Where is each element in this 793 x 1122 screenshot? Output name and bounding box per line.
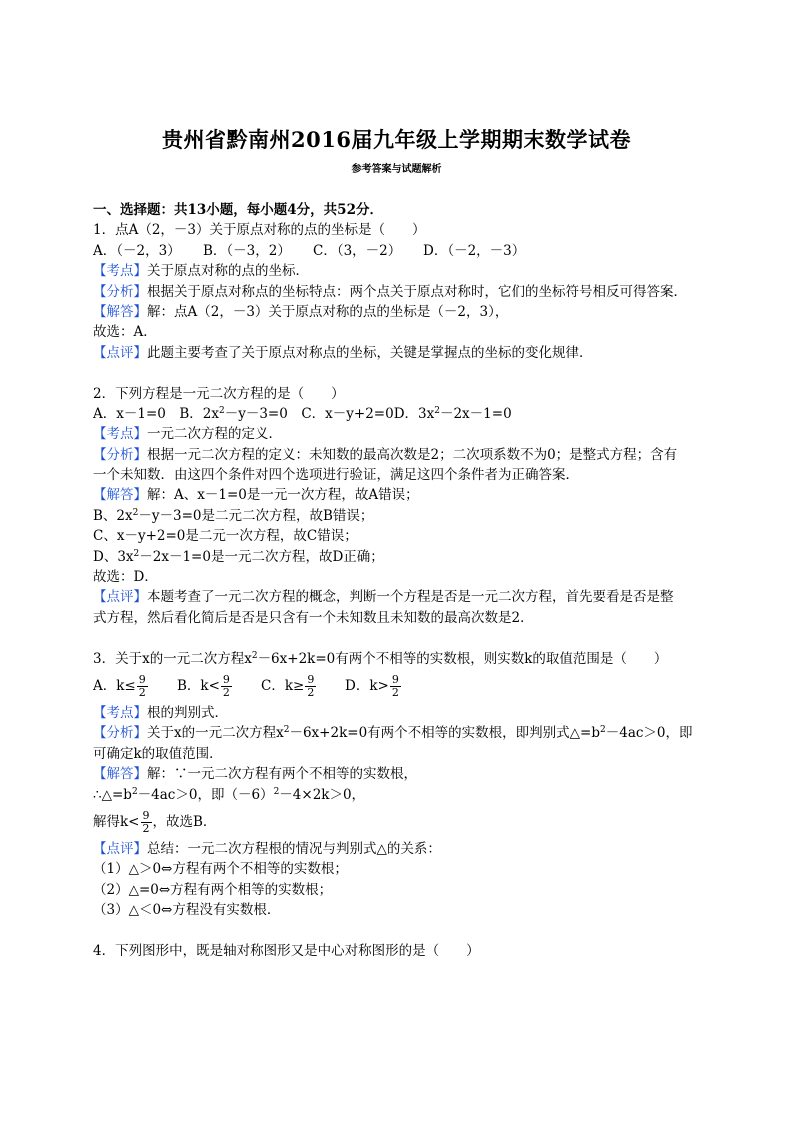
fraction-denominator: 2 bbox=[391, 685, 399, 699]
q3-jieda bbox=[93, 764, 703, 784]
q2-dianping bbox=[93, 587, 703, 607]
q1-option-d: D．（－2，－3） bbox=[423, 242, 526, 259]
q2-answer: 故选：D． bbox=[93, 569, 158, 586]
q2-line-d bbox=[93, 547, 703, 567]
q3-fenxi bbox=[93, 723, 703, 743]
kaodian-tag: 【考点】 bbox=[93, 263, 147, 280]
q2-options-part: －2x－1=0 bbox=[439, 405, 512, 422]
q3-option-label: C．k≥ bbox=[261, 677, 305, 694]
q1-jieda-text: 解：点A（2，－3）关于原点对称的点的坐标是（－2，3）， bbox=[147, 303, 509, 320]
q3-line3-part: ，故选B． bbox=[152, 813, 217, 830]
q2-dianping-cont: 式方程，然后看化简后是否是只含有一个未知数且未知数的最高次数是2． bbox=[93, 609, 534, 626]
q2-options-part: －y－3=0 C．x－y+2=0D．3x bbox=[224, 405, 435, 422]
q2-dianping-text: 本题考查了一元二次方程的概念，判断一个方程是否是一元二次方程，首先要看是否是整 bbox=[147, 589, 674, 606]
q3-jieda-text: 解：∵一元二次方程有两个不相等的实数根， bbox=[147, 766, 417, 783]
dianping-tag: 【点评】 bbox=[93, 589, 147, 606]
q3-option-a bbox=[93, 669, 177, 703]
fraction-denominator: 2 bbox=[142, 821, 150, 835]
fenxi-tag: 【分析】 bbox=[93, 446, 147, 463]
q3-dianping bbox=[93, 839, 703, 859]
q3-stem-part: －6x+2k=0有两个不相等的实数根，则实数k的取值范围是（ ） bbox=[257, 650, 668, 667]
q1-dianping bbox=[93, 343, 703, 363]
dianping-tag: 【点评】 bbox=[93, 840, 147, 857]
q2-options-sup: 2 bbox=[218, 405, 225, 416]
q2-stem: 2．下列方程是一元二次方程的是（ ） bbox=[93, 385, 345, 402]
q3-line2-part: －4×2k＞0， bbox=[279, 786, 366, 803]
q3-jieda-line2 bbox=[93, 785, 703, 805]
q2-line-b bbox=[93, 506, 703, 526]
q1-stem: 1．点A（2，－3）关于原点对称的点的坐标是（ ） bbox=[93, 222, 426, 239]
q1-jieda bbox=[93, 302, 703, 322]
fraction bbox=[390, 674, 401, 699]
q2-jieda bbox=[93, 485, 703, 505]
q3-line2-sup: 2 bbox=[131, 786, 138, 797]
q1-option-c: C．（3，－2） bbox=[313, 242, 402, 259]
section-heading: 一、选择题：共13小题，每小题4分，共52分． bbox=[93, 202, 383, 218]
q1-options bbox=[93, 241, 703, 261]
fenxi-tag: 【分析】 bbox=[93, 725, 147, 742]
q2-fenxi bbox=[93, 445, 703, 465]
jieda-tag: 【解答】 bbox=[93, 766, 147, 783]
q2-fenxi-cont: 一个未知数．由这四个条件对四个选项进行验证，满足这四个条件者为正确答案． bbox=[93, 467, 579, 484]
q2-jieda-text: 解：A、x－1=0是一元一次方程，故A错误； bbox=[147, 487, 419, 504]
fraction-denominator: 2 bbox=[138, 685, 146, 699]
q1-dianping-text: 此题主要考查了关于原点对称点的坐标，关键是掌握点的坐标的变化规律． bbox=[147, 344, 593, 361]
q2-line-d-part: －2x－1=0是一元二次方程，故D正确； bbox=[139, 548, 384, 565]
kaodian-tag: 【考点】 bbox=[93, 426, 147, 443]
q3-stem-part: 3．关于x的一元二次方程x bbox=[93, 650, 252, 667]
q2-line-c: C、x－y+2=0是二元一次方程，故C错误； bbox=[93, 528, 358, 545]
q3-jieda-line3 bbox=[93, 805, 703, 839]
q2-line-d-sup: 2 bbox=[133, 548, 140, 559]
q3-option-label: D．k> bbox=[345, 677, 389, 694]
q1-option-b: B．（－3，2） bbox=[203, 242, 291, 259]
dianping-tag: 【点评】 bbox=[93, 344, 147, 361]
q3-case-2: （2）△=0⇔方程有两个相等的实数根； bbox=[93, 881, 333, 898]
kaodian-tag: 【考点】 bbox=[93, 704, 147, 721]
q3-line2-sup: 2 bbox=[273, 786, 280, 797]
fraction bbox=[221, 674, 232, 699]
q3-line2-part: ∴△=b bbox=[93, 786, 132, 803]
q3-stem-sup: 2 bbox=[251, 650, 258, 661]
q3-fenxi-sup: 2 bbox=[600, 725, 606, 736]
fraction-numerator: 9 bbox=[142, 808, 150, 822]
jieda-tag: 【解答】 bbox=[93, 303, 147, 320]
q2-line-d-part: D、3x bbox=[93, 548, 134, 565]
fraction-numerator: 9 bbox=[222, 672, 230, 686]
page-subtitle: 参考答案与试题解析 bbox=[351, 164, 442, 175]
q3-fenxi-cont: 可确定k的取值范围． bbox=[93, 745, 223, 762]
fraction bbox=[305, 674, 316, 699]
fraction-numerator: 9 bbox=[138, 672, 146, 686]
q4-stem: 4．下列图形中，既是轴对称图形又是中心对称图形的是（ ） bbox=[93, 942, 480, 959]
q2-kaodian-text: 一元二次方程的定义． bbox=[147, 426, 282, 443]
q3-stem bbox=[93, 649, 703, 669]
q3-fenxi-sup: 2 bbox=[283, 725, 290, 736]
q2-kaodian bbox=[93, 424, 703, 444]
q1-fenxi-text: 根据关于原点对称点的坐标特点：两个点关于原点对称时，它们的坐标符号相反可得答案． bbox=[147, 283, 687, 300]
q3-option-label: B．k< bbox=[177, 677, 220, 694]
q3-kaodian bbox=[93, 703, 703, 723]
q3-case-1: （1）△＞0⇔方程有两个不相等的实数根； bbox=[93, 861, 348, 878]
q3-option-d bbox=[345, 669, 402, 703]
q2-line-b-sup: 2 bbox=[132, 507, 139, 518]
q3-line2-part: －4ac＞0，即（－6） bbox=[137, 786, 274, 803]
q1-kaodian bbox=[93, 261, 703, 281]
fraction bbox=[141, 810, 152, 835]
fraction bbox=[137, 674, 148, 699]
page-title: 贵州省黔南州2016届九年级上学期期末数学试卷 bbox=[162, 127, 631, 152]
document-body bbox=[93, 200, 703, 961]
q1-fenxi bbox=[93, 282, 703, 302]
fraction-denominator: 2 bbox=[307, 685, 315, 699]
q2-options-sup: 2 bbox=[434, 405, 440, 416]
q2-options-part: A．x－1=0 B．2x bbox=[93, 405, 219, 422]
q3-fenxi-part: 关于x的一元二次方程x bbox=[147, 725, 284, 742]
fenxi-tag: 【分析】 bbox=[93, 283, 147, 300]
q2-fenxi-text: 根据一元二次方程的定义：未知数的最高次数是2；二次项系数不为0；是整式方程；含有 bbox=[147, 446, 678, 463]
fraction-numerator: 9 bbox=[307, 672, 315, 686]
fraction-denominator: 2 bbox=[222, 685, 230, 699]
q3-option-label: A．k≤ bbox=[93, 677, 136, 694]
q1-kaodian-text: 关于原点对称的点的坐标． bbox=[147, 263, 309, 280]
q3-fenxi-part: －4ac＞0，即 bbox=[605, 725, 693, 742]
jieda-tag: 【解答】 bbox=[93, 487, 147, 504]
fraction-numerator: 9 bbox=[391, 672, 399, 686]
q1-option-a: A．（－2，3） bbox=[93, 242, 181, 259]
q3-option-b bbox=[177, 669, 261, 703]
q3-case-3: （3）△＜0⇔方程没有实数根． bbox=[93, 902, 281, 919]
q2-line-b-part: －y－3=0是二元二次方程，故B错误； bbox=[138, 507, 374, 524]
q1-answer: 故选：A． bbox=[93, 324, 157, 341]
q3-line3-part: 解得k< bbox=[93, 813, 140, 830]
q2-line-b-part: B、2x bbox=[93, 507, 133, 524]
q3-fenxi-part: －6x+2k=0有两个不相等的实数根，即判别式△=b bbox=[289, 725, 600, 742]
q3-options bbox=[93, 669, 703, 703]
q3-option-c bbox=[261, 669, 345, 703]
q3-dianping-text: 总结：一元二次方程根的情况与判别式△的关系： bbox=[147, 840, 441, 857]
q2-options bbox=[93, 404, 703, 424]
q3-kaodian-text: 根的判别式． bbox=[147, 704, 228, 721]
